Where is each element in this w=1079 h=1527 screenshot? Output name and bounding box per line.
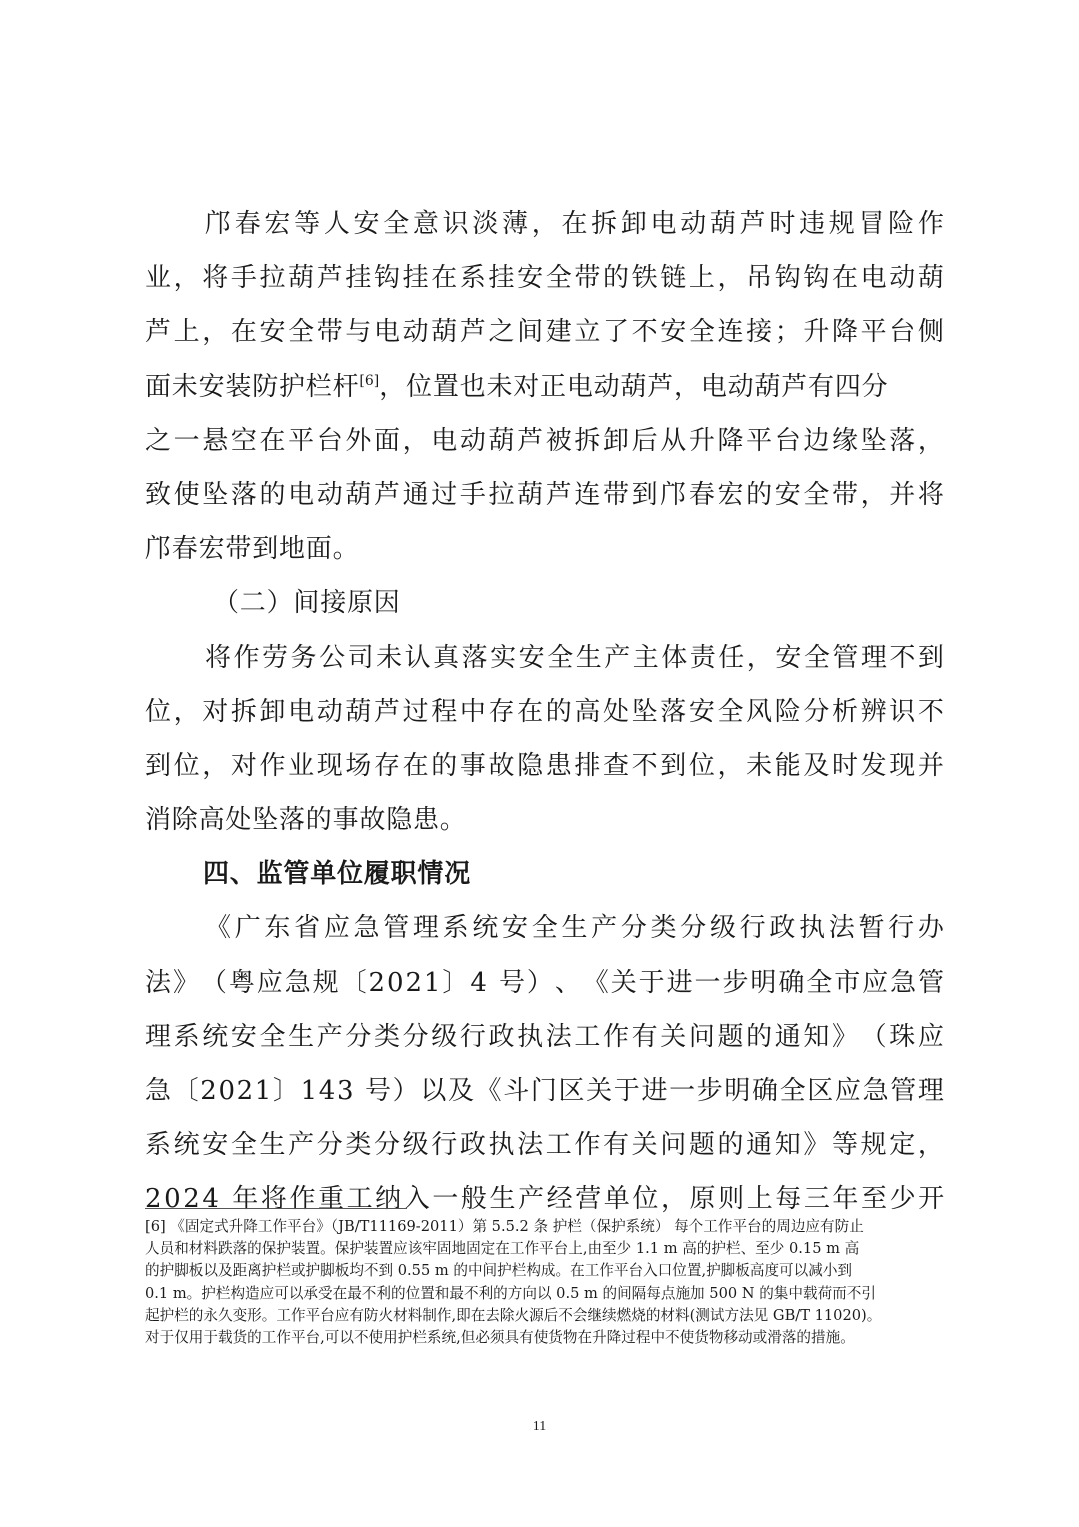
- paragraph-line: 《 广 东 省 应 急 管 理 系 统 安 全 生 产 分 类 分 级 行 政 执 法 暂 行 办: [205, 913, 945, 944]
- paragraph-line: 2 0 2 4 年 将 作 重 工 纳 入 一 般 生 产 经 营 单 位 ， 原 则 上 每 三 年 至 少 开: [145, 1184, 945, 1215]
- paragraph-line: 消除高处坠落的事故隐患。: [145, 805, 467, 836]
- paragraph-line: 致 使 坠 落 的 电 动 葫 芦 通 过 手 拉 葫 芦 连 带 到 邝 春 宏 的 安 全 带 ， 并 将: [145, 479, 945, 510]
- section-heading: 四、监管单位履职情况: [203, 859, 472, 890]
- paragraph-line: 急 〔 2 0 2 1 〕 1 4 3 号 ） 以 及 《 斗 门 区 关 于 进 一 步 明 确 全 区 应 急 管 理: [145, 1076, 945, 1106]
- paragraph-line: 之 一 悬 空 在 平 台 外 面 ， 电 动 葫 芦 被 拆 卸 后 从 升 降 平 台 边 缘 坠 落 ，: [145, 425, 945, 456]
- paragraph-text: 面未安装防护栏杆: [145, 371, 360, 402]
- paragraph-line: 将 作 劳 务 公 司 未 认 真 落 实 安 全 生 产 主 体 责 任 ， 安 全 管 理 不 到: [205, 642, 945, 673]
- footnote-line: 人员和材料跌落的保护装置。保护装置应该牢固地固定在工作平台上,由至少 1.1 m 高的护栏、至少 0.15 m 高: [145, 1240, 860, 1258]
- footnote: [145, 1216, 945, 1349]
- paragraph-line: 法 》 （ 粤 应 急 规 〔 2 0 2 1 〕 4 号 ） 、 《 关 于 进 一 步 明 确 全 市 应 急 管: [145, 967, 945, 998]
- footnote-line: 0.1 m。护栏构造应可以承受在最不利的位置和最不利的方向以 0.5 m 的间隔每点施加 500 N 的集中载荷而不引: [145, 1284, 876, 1302]
- footnote-reference[interactable]: [6]: [359, 372, 380, 389]
- paragraph-line: 理 系 统 安 全 生 产 分 类 分 级 行 政 执 法 工 作 有 关 问 题 的 通 知 》 （ 珠 应: [145, 1021, 945, 1052]
- footnote-line: 起护栏的永久变形。工作平台应有防火材料制作,即在去除火源后不会继续燃烧的材料(测试方法见 GB/T 11020)。: [145, 1306, 882, 1324]
- subsection-heading: （二）间接原因: [213, 588, 401, 619]
- paragraph-line: 到 位 ， 对 作 业 现 场 存 在 的 事 故 隐 患 排 查 不 到 位 ， 未 能 及 时 发 现 并: [145, 750, 945, 781]
- paragraph-line: 邝春宏带到地面。: [145, 534, 360, 565]
- footnote-line: 对于仅用于载货的工作平台,可以不使用护栏系统,但必须具有使货物在升降过程中不使货物移动或滑落的措施。: [145, 1328, 855, 1346]
- footnote-divider: [145, 1208, 407, 1209]
- paragraph-text: ，位置也未对正电动葫芦，电动葫芦有四分: [379, 371, 889, 402]
- body-text: [145, 197, 945, 1227]
- paragraph-line: 芦 上 ， 在 安 全 带 与 电 动 葫 芦 之 间 建 立 了 不 安 全 连 接 ； 升 降 平 台 侧: [145, 317, 945, 348]
- footnote-line: [6] 《固定式升降工作平台》（JB/T11169-2011）第 5.5.2 条 护栏（保护系统） 每个工作平台的周边应有防止: [145, 1218, 864, 1235]
- footnote-line: 的护脚板以及距离护栏或护脚板均不到 0.55 m 的中间护栏构成。在工作平台入口位置,护脚板高度可以减小到: [145, 1262, 853, 1280]
- paragraph-line: 邝 春 宏 等 人 安 全 意 识 淡 薄 ， 在 拆 卸 电 动 葫 芦 时 违 规 冒 险 作: [205, 209, 945, 239]
- paragraph-line: 位 ， 对 拆 卸 电 动 葫 芦 过 程 中 存 在 的 高 处 坠 落 安 全 风 险 分 析 辨 识 不: [145, 696, 945, 727]
- page-number: 11: [532, 1419, 547, 1434]
- paragraph-line: 系 统 安 全 生 产 分 类 分 级 行 政 执 法 工 作 有 关 问 题 的 通 知 》 等 规 定 ，: [145, 1130, 945, 1161]
- paragraph-line: 业 ， 将 手 拉 葫 芦 挂 钩 挂 在 系 挂 安 全 带 的 铁 链 上 ， 吊 钩 钩 在 电 动 葫: [145, 263, 945, 294]
- paragraph-line-with-footnote: [145, 360, 945, 414]
